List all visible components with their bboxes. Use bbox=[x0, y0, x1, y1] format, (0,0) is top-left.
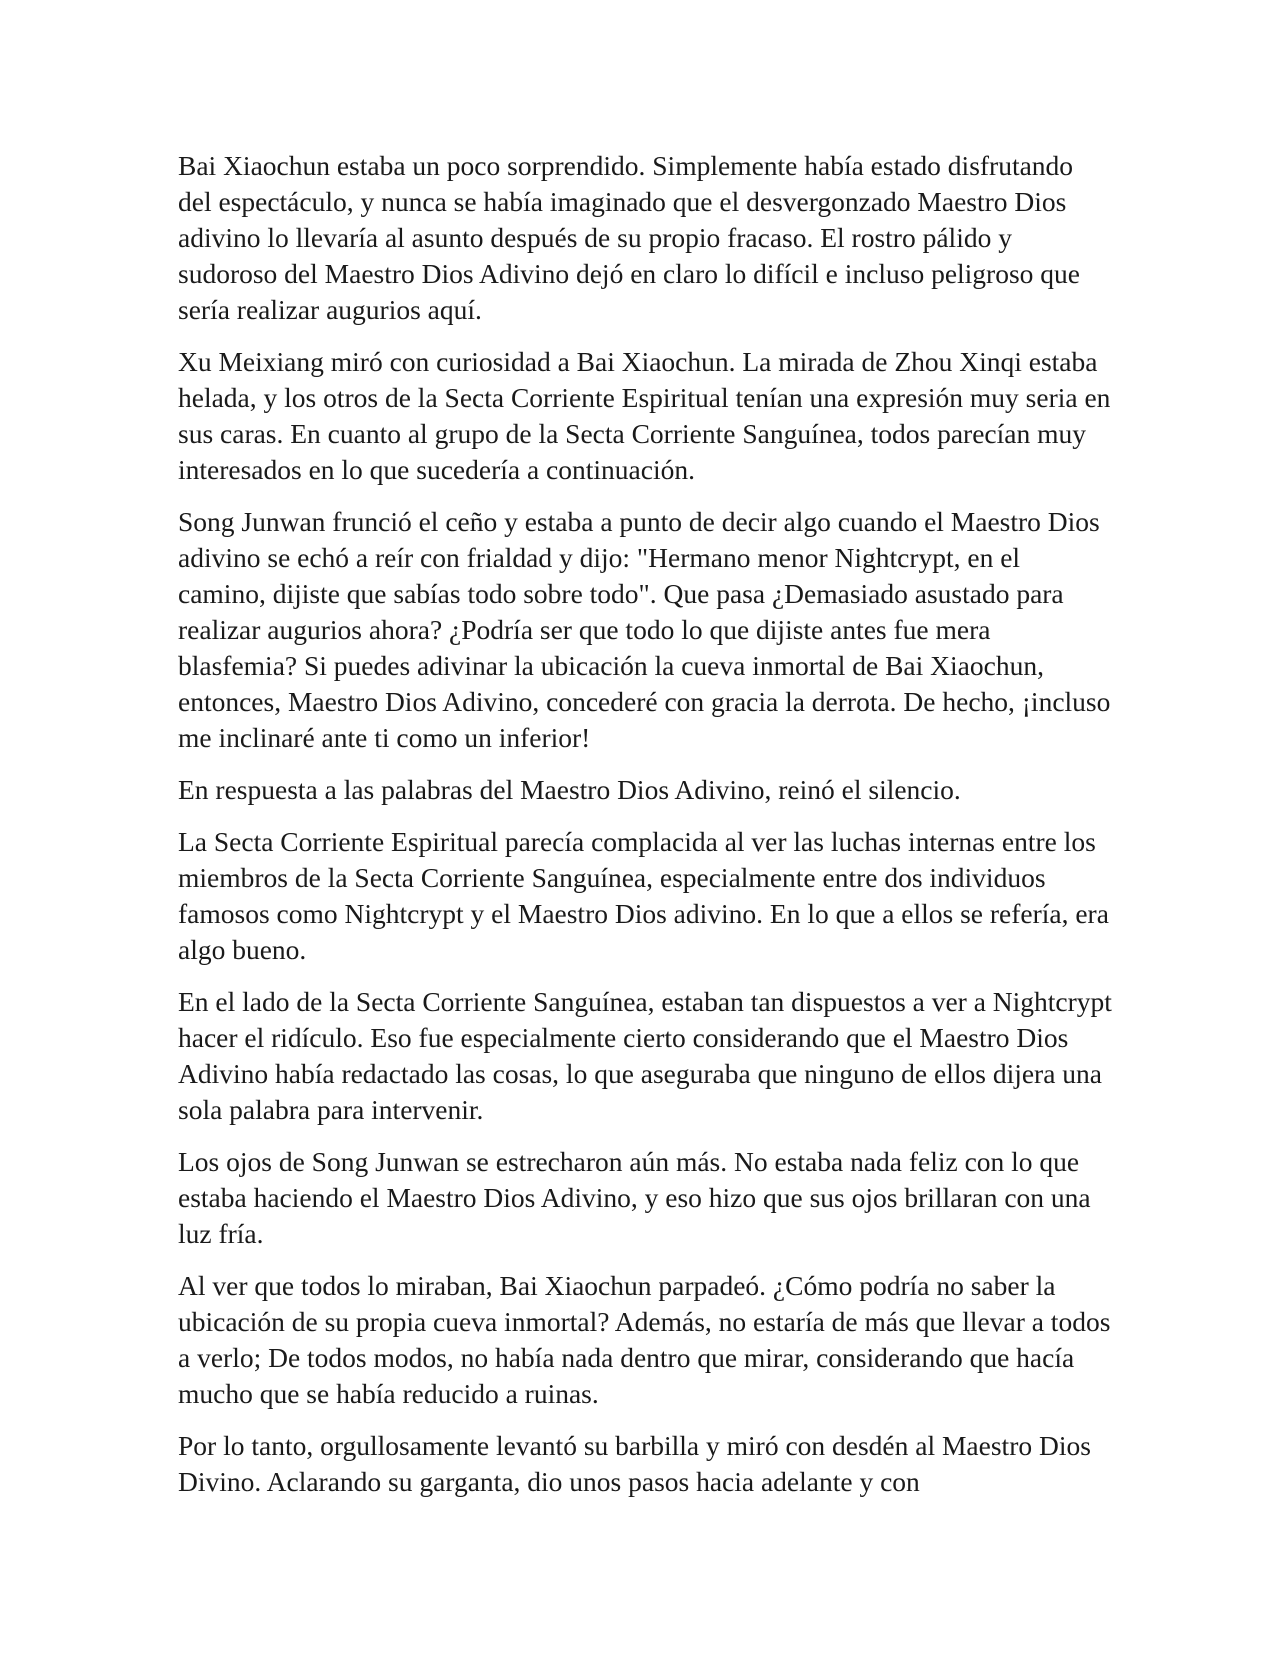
paragraph: Song Junwan frunció el ceño y estaba a punto de decir algo cuando el Maestro Dios adivino se echó a reír con frialdad y dijo: "Hermano menor Nightcrypt, en el camino, dijiste que sabías todo sobre todo". Que pasa ¿Demasiado asustado para realizar augurios ahora? ¿Podría ser que todo lo que dijiste antes fue mera blasfemia? Si puedes adivinar la ubicación la cueva inmortal de Bai Xiaochun, entonces, Maestro Dios Adivino, concederé con gracia la derrota. De hecho, ¡incluso me inclinaré ante ti como un inferior! bbox=[178, 506, 1111, 753]
paragraph: En respuesta a las palabras del Maestro Dios Adivino, reinó el silencio. bbox=[178, 774, 961, 805]
paragraph: Bai Xiaochun estaba un poco sorprendido. Simplemente había estado disfrutando del espectáculo, y nunca se había imaginado que el desvergonzado Maestro Dios adivino lo llevaría al asunto después de su propio fracaso. El rostro pálido y sudoroso del Maestro Dios Adivino dejó en claro lo difícil e incluso peligroso que sería realizar augurios aquí. bbox=[178, 150, 1080, 325]
paragraph: En el lado de la Secta Corriente Sanguínea, estaban tan dispuestos a ver a Nightcrypt hacer el ridículo. Eso fue especialmente cierto considerando que el Maestro Dios Adivino había redactado las cosas, lo que aseguraba que ninguno de ellos dijera una sola palabra para intervenir. bbox=[178, 986, 1112, 1125]
paragraph: Por lo tanto, orgullosamente levantó su barbilla y miró con desdén al Maestro Dios Divino. Aclarando su garganta, dio unos pasos hacia adelante y con bbox=[178, 1430, 1091, 1497]
paragraph: Los ojos de Song Junwan se estrecharon aún más. No estaba nada feliz con lo que estaba haciendo el Maestro Dios Adivino, y eso hizo que sus ojos brillaran con una luz fría. bbox=[178, 1146, 1091, 1249]
document-body bbox=[178, 148, 1113, 1516]
paragraph: La Secta Corriente Espiritual parecía complacida al ver las luchas internas entre los miembros de la Secta Corriente Sanguínea, especialmente entre dos individuos famosos como Nightcrypt y el Maestro Dios adivino. En lo que a ellos se refería, era algo bueno. bbox=[178, 826, 1109, 965]
paragraph: Al ver que todos lo miraban, Bai Xiaochun parpadeó. ¿Cómo podría no saber la ubicación de su propia cueva inmortal? Además, no estaría de más que llevar a todos a verlo; De todos modos, no había nada dentro que mirar, considerando que hacía mucho que se había reducido a ruinas. bbox=[178, 1270, 1111, 1409]
paragraph: Xu Meixiang miró con curiosidad a Bai Xiaochun. La mirada de Zhou Xinqi estaba helada, y los otros de la Secta Corriente Espiritual tenían una expresión muy seria en sus caras. En cuanto al grupo de la Secta Corriente Sanguínea, todos parecían muy interesados en lo que sucedería a continuación. bbox=[178, 346, 1111, 485]
